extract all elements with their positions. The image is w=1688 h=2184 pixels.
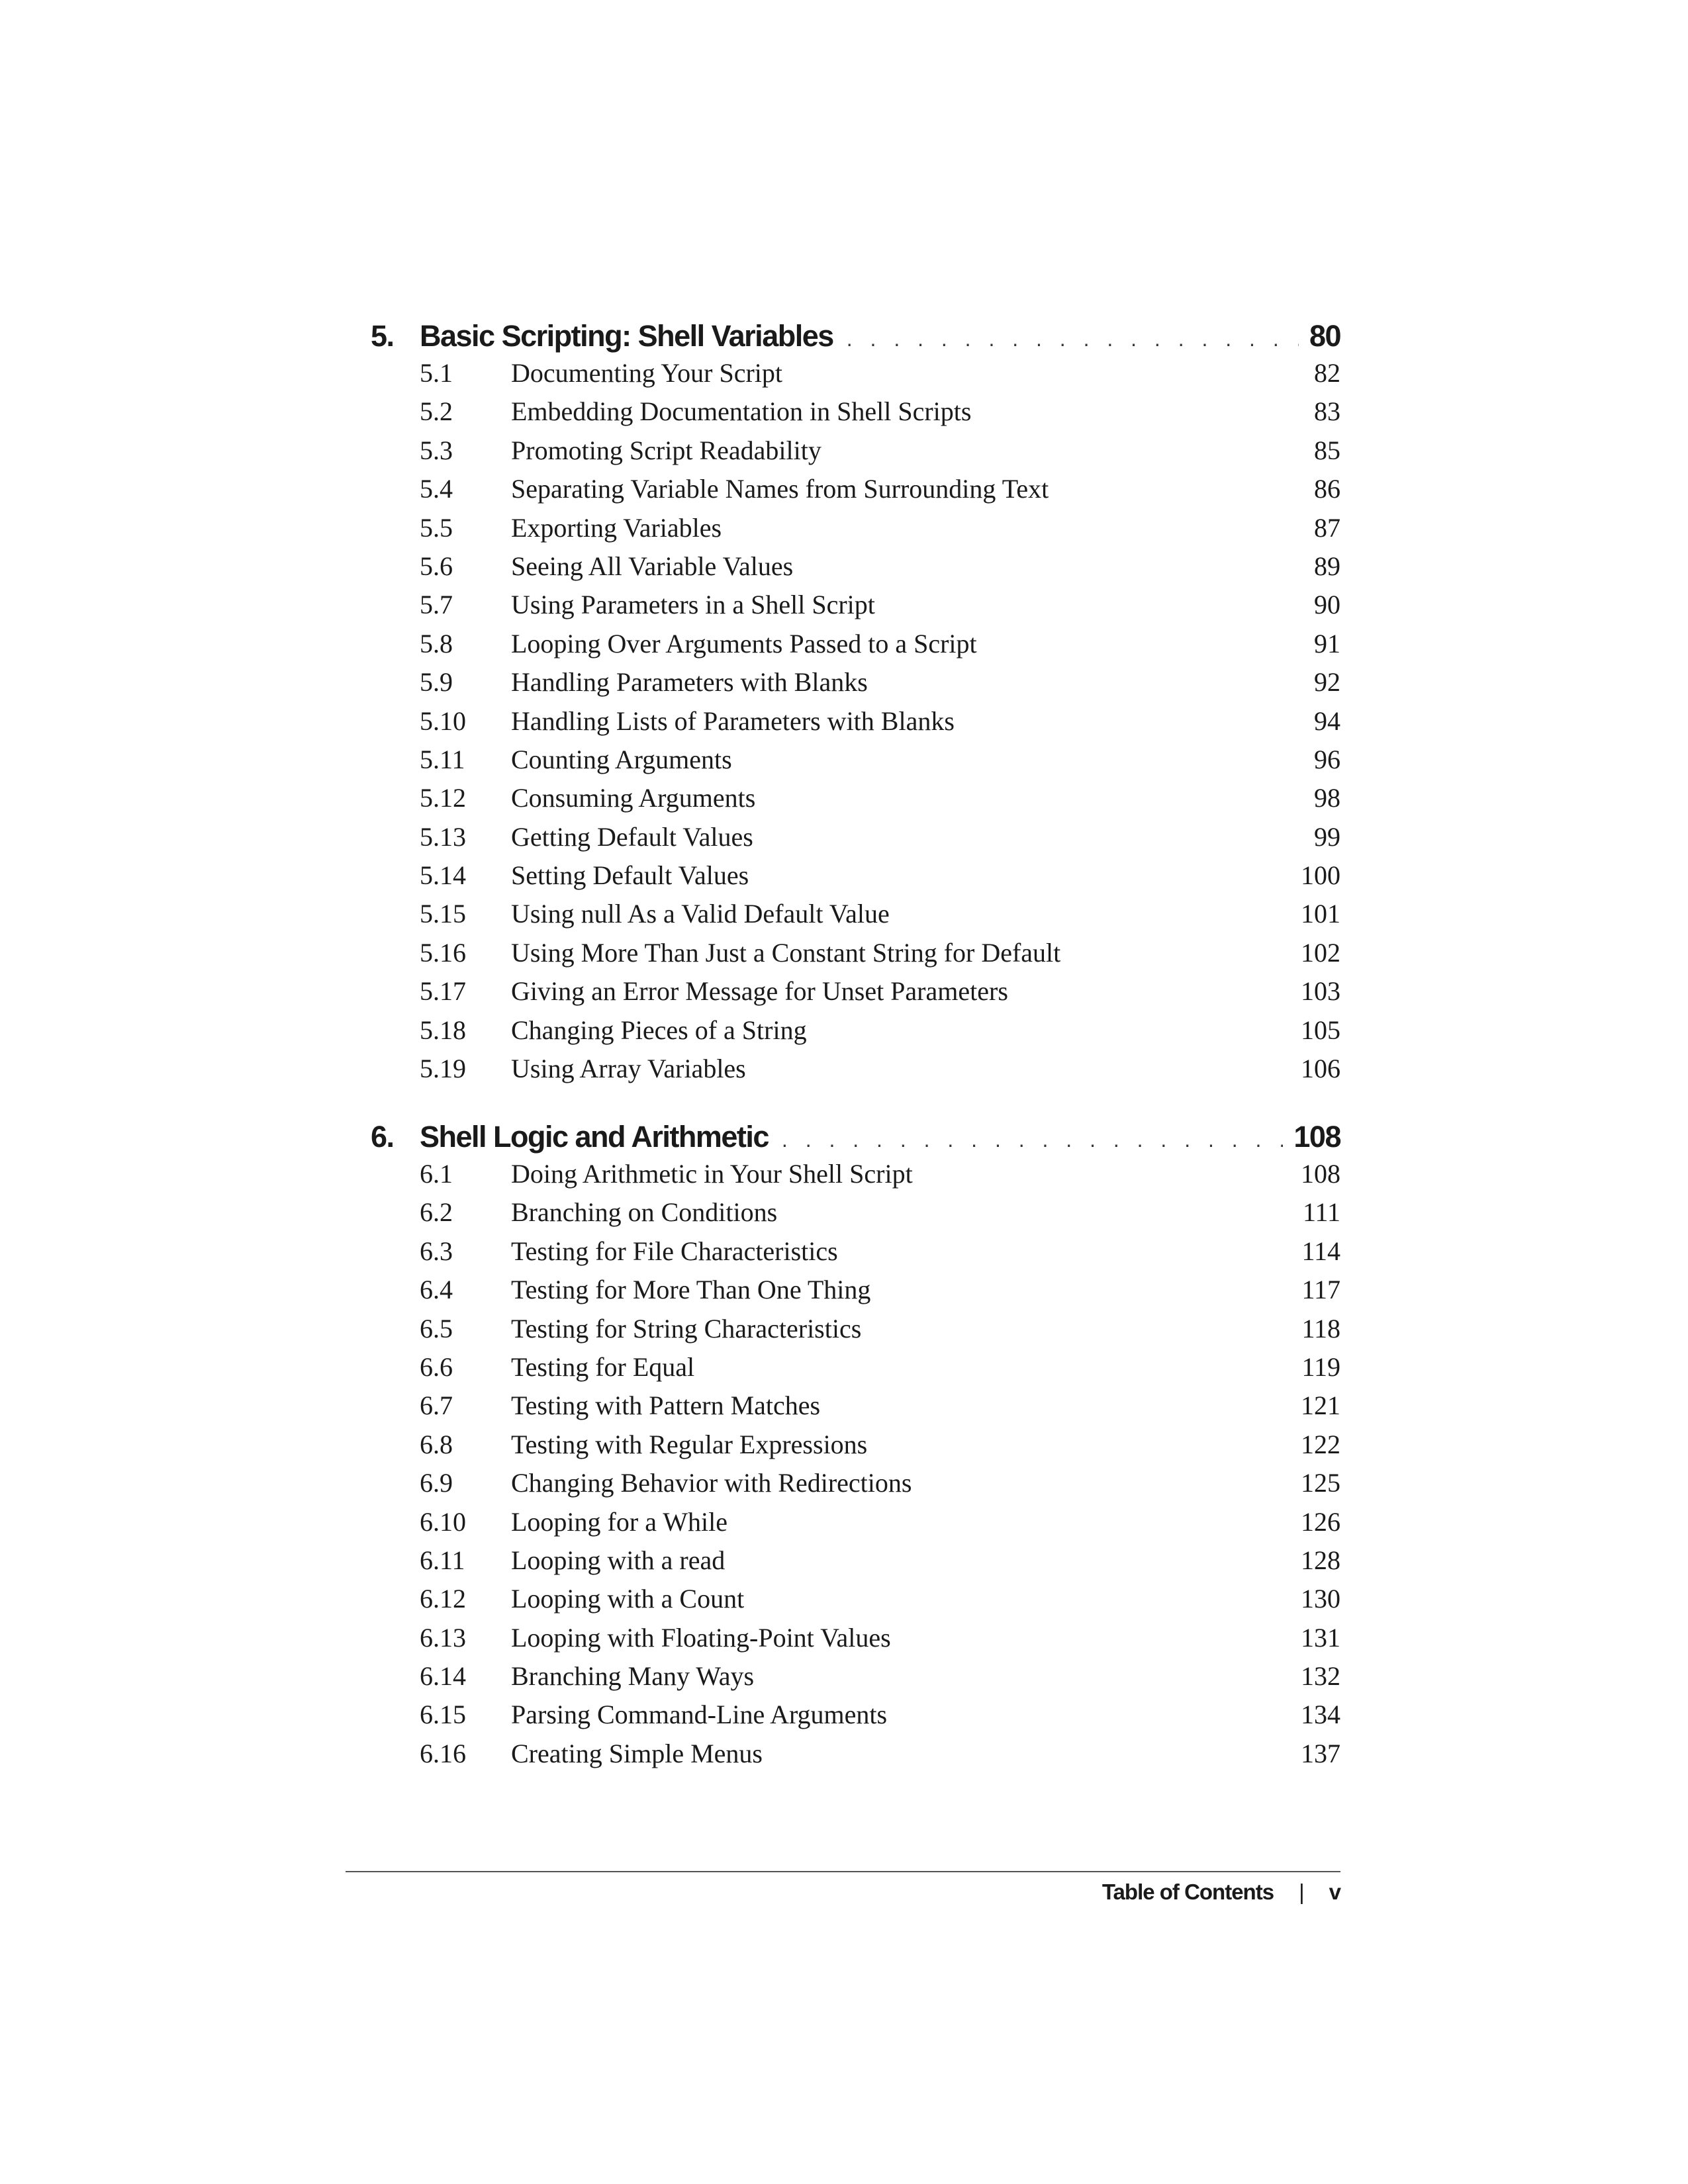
toc-entry[interactable]: [371, 1158, 1340, 1197]
section-title: Getting Default Values: [511, 821, 753, 852]
section-title: Parsing Command-Line Arguments: [511, 1700, 888, 1730]
section-number: 6.10: [420, 1506, 466, 1537]
toc-entry[interactable]: [371, 512, 1340, 551]
section-number: 6.1: [420, 1159, 453, 1189]
section-page: 100: [1301, 860, 1340, 891]
toc-entry[interactable]: [371, 1015, 1340, 1053]
section-title: Changing Pieces of a String: [511, 1015, 807, 1045]
section-number: 5.5: [420, 512, 453, 543]
section-number: 5.14: [420, 860, 466, 891]
section-page: 114: [1301, 1236, 1340, 1266]
section-number: 5.1: [420, 358, 453, 388]
toc-entry[interactable]: [371, 666, 1340, 705]
toc-entry[interactable]: [371, 1467, 1340, 1506]
footer-page-number: v: [1329, 1880, 1340, 1904]
section-page: 119: [1301, 1351, 1340, 1382]
section-title: Looping for a While: [511, 1506, 727, 1537]
section-number: 6.3: [420, 1236, 453, 1266]
section-title: Testing for String Characteristics: [511, 1313, 862, 1343]
toc-entry[interactable]: [371, 1583, 1340, 1621]
toc-entry[interactable]: [371, 473, 1340, 512]
chapter-title: Basic Scripting: Shell Variables: [420, 319, 833, 353]
chapter-number: 5.: [371, 319, 394, 353]
toc-entry[interactable]: [371, 1390, 1340, 1428]
section-list: [371, 357, 1340, 1091]
toc-entry[interactable]: [371, 744, 1340, 782]
section-page: 86: [1314, 474, 1340, 504]
section-title: Promoting Script Readability: [511, 435, 821, 465]
section-title: Handling Parameters with Blanks: [511, 667, 868, 698]
section-number: 6.13: [420, 1622, 466, 1653]
toc-entry[interactable]: [371, 782, 1340, 821]
section-page: 102: [1301, 937, 1340, 968]
section-title: Separating Variable Names from Surrounding Text: [511, 474, 1049, 504]
toc-entry[interactable]: [371, 898, 1340, 936]
section-title: Using More Than Just a Constant String for Default: [511, 937, 1061, 968]
section-page: 94: [1314, 705, 1340, 736]
section-number: 6.7: [420, 1390, 453, 1421]
section-title: Exporting Variables: [511, 512, 722, 543]
toc-entry[interactable]: [371, 1351, 1340, 1390]
chapter-6: [371, 1120, 1340, 1776]
section-number: 5.9: [420, 667, 453, 698]
section-title: Using Parameters in a Shell Script: [511, 590, 875, 620]
chapter-title: Shell Logic and Arithmetic: [420, 1120, 769, 1154]
toc-entry[interactable]: [371, 860, 1340, 898]
section-title: Testing for More Than One Thing: [511, 1275, 871, 1305]
section-number: 6.12: [420, 1584, 466, 1614]
section-title: Testing for Equal: [511, 1351, 695, 1382]
section-page: 89: [1314, 551, 1340, 581]
section-number: 5.17: [420, 976, 466, 1007]
section-page: 87: [1314, 512, 1340, 543]
section-title: Testing for File Characteristics: [511, 1236, 838, 1266]
toc-entry[interactable]: [371, 1506, 1340, 1545]
section-title: Doing Arithmetic in Your Shell Script: [511, 1159, 913, 1189]
toc-entry[interactable]: [371, 435, 1340, 473]
page-footer: [1102, 1880, 1340, 1905]
section-title: Handling Lists of Parameters with Blanks: [511, 705, 955, 736]
toc-entry[interactable]: [371, 1622, 1340, 1661]
section-number: 5.3: [420, 435, 453, 465]
section-number: 5.4: [420, 474, 453, 504]
section-number: 6.11: [420, 1545, 465, 1575]
chapter-heading[interactable]: [371, 1120, 1340, 1158]
section-title: Seeing All Variable Values: [511, 551, 794, 581]
section-list: [371, 1158, 1340, 1776]
section-title: Using Array Variables: [511, 1054, 746, 1084]
toc-entry[interactable]: [371, 1053, 1340, 1091]
section-number: 5.18: [420, 1015, 466, 1045]
section-title: Looping Over Arguments Passed to a Script: [511, 628, 977, 659]
section-title: Testing with Regular Expressions: [511, 1429, 868, 1459]
section-page: 126: [1301, 1506, 1340, 1537]
footer-label: Table of Contents: [1102, 1880, 1274, 1904]
section-number: 5.19: [420, 1054, 466, 1084]
section-page: 101: [1301, 899, 1340, 929]
section-page: 111: [1302, 1197, 1340, 1228]
section-number: 5.13: [420, 821, 466, 852]
section-number: 5.6: [420, 551, 453, 581]
section-number: 5.15: [420, 899, 466, 929]
section-page: 82: [1314, 358, 1340, 388]
section-page: 137: [1301, 1738, 1340, 1768]
section-number: 6.8: [420, 1429, 453, 1459]
section-title: Documenting Your Script: [511, 358, 782, 388]
toc-entry[interactable]: [371, 396, 1340, 434]
section-page: 99: [1314, 821, 1340, 852]
section-number: 5.8: [420, 628, 453, 659]
section-number: 6.14: [420, 1661, 466, 1692]
section-title: Changing Behavior with Redirections: [511, 1468, 912, 1498]
toc-entry[interactable]: [371, 705, 1340, 744]
section-page: 117: [1301, 1275, 1340, 1305]
section-page: 108: [1301, 1159, 1340, 1189]
toc-entry[interactable]: [371, 1738, 1340, 1776]
section-number: 5.11: [420, 744, 465, 774]
section-number: 6.6: [420, 1351, 453, 1382]
toc-entry[interactable]: [371, 821, 1340, 860]
chapter-number: 6.: [371, 1120, 394, 1154]
section-page: 83: [1314, 396, 1340, 427]
chapter-heading[interactable]: [371, 319, 1340, 357]
section-page: 122: [1301, 1429, 1340, 1459]
toc-entry[interactable]: [371, 628, 1340, 666]
section-number: 6.9: [420, 1468, 453, 1498]
section-title: Looping with a Count: [511, 1584, 745, 1614]
section-number: 6.5: [420, 1313, 453, 1343]
toc-entry[interactable]: [371, 1429, 1340, 1467]
section-title: Using null As a Valid Default Value: [511, 899, 890, 929]
section-page: 131: [1301, 1622, 1340, 1653]
section-page: 85: [1314, 435, 1340, 465]
footer-rule: [346, 1871, 1340, 1872]
toc-entry[interactable]: [371, 937, 1340, 976]
section-number: 5.2: [420, 396, 453, 427]
footer-separator: |: [1299, 1880, 1304, 1904]
section-title: Testing with Pattern Matches: [511, 1390, 821, 1421]
toc-entry[interactable]: [371, 1313, 1340, 1351]
section-title: Embedding Documentation in Shell Scripts: [511, 396, 972, 427]
section-number: 6.4: [420, 1275, 453, 1305]
section-page: 128: [1301, 1545, 1340, 1575]
section-title: Branching Many Ways: [511, 1661, 755, 1692]
section-number: 6.2: [420, 1197, 453, 1228]
section-page: 134: [1301, 1700, 1340, 1730]
section-number: 5.10: [420, 705, 466, 736]
section-title: Looping with a read: [511, 1545, 726, 1575]
section-title: Looping with Floating-Point Values: [511, 1622, 891, 1653]
dot-leader: [847, 327, 1299, 351]
chapter-page: 108: [1293, 1120, 1340, 1154]
toc-entry[interactable]: [371, 1661, 1340, 1699]
section-number: 6.16: [420, 1738, 466, 1768]
toc-entry[interactable]: [371, 1545, 1340, 1583]
toc-entry[interactable]: [371, 976, 1340, 1014]
section-number: 5.12: [420, 783, 466, 813]
section-title: Branching on Conditions: [511, 1197, 778, 1228]
section-page: 92: [1314, 667, 1340, 698]
section-page: 96: [1314, 744, 1340, 774]
section-page: 132: [1301, 1661, 1340, 1692]
section-page: 98: [1314, 783, 1340, 813]
section-number: 5.16: [420, 937, 466, 968]
toc-entry[interactable]: [371, 1197, 1340, 1235]
section-page: 105: [1301, 1015, 1340, 1045]
chapter-page: 80: [1309, 319, 1340, 353]
chapter-5: [371, 319, 1340, 1091]
section-title: Counting Arguments: [511, 744, 732, 774]
toc-entry[interactable]: [371, 1699, 1340, 1737]
section-page: 130: [1301, 1584, 1340, 1614]
section-title: Creating Simple Menus: [511, 1738, 763, 1768]
section-page: 103: [1301, 976, 1340, 1007]
section-title: Setting Default Values: [511, 860, 749, 891]
toc-entry[interactable]: [371, 357, 1340, 396]
section-page: 90: [1314, 590, 1340, 620]
section-number: 5.7: [420, 590, 453, 620]
toc-entry[interactable]: [371, 1274, 1340, 1312]
section-page: 118: [1301, 1313, 1340, 1343]
section-number: 6.15: [420, 1700, 466, 1730]
toc-entry[interactable]: [371, 589, 1340, 627]
section-page: 106: [1301, 1054, 1340, 1084]
section-page: 125: [1301, 1468, 1340, 1498]
section-title: Consuming Arguments: [511, 783, 756, 813]
section-title: Giving an Error Message for Unset Parameters: [511, 976, 1008, 1007]
dot-leader: [782, 1128, 1284, 1152]
toc-entry[interactable]: [371, 1236, 1340, 1274]
section-page: 91: [1314, 628, 1340, 659]
toc-entry[interactable]: [371, 551, 1340, 589]
section-page: 121: [1301, 1390, 1340, 1421]
